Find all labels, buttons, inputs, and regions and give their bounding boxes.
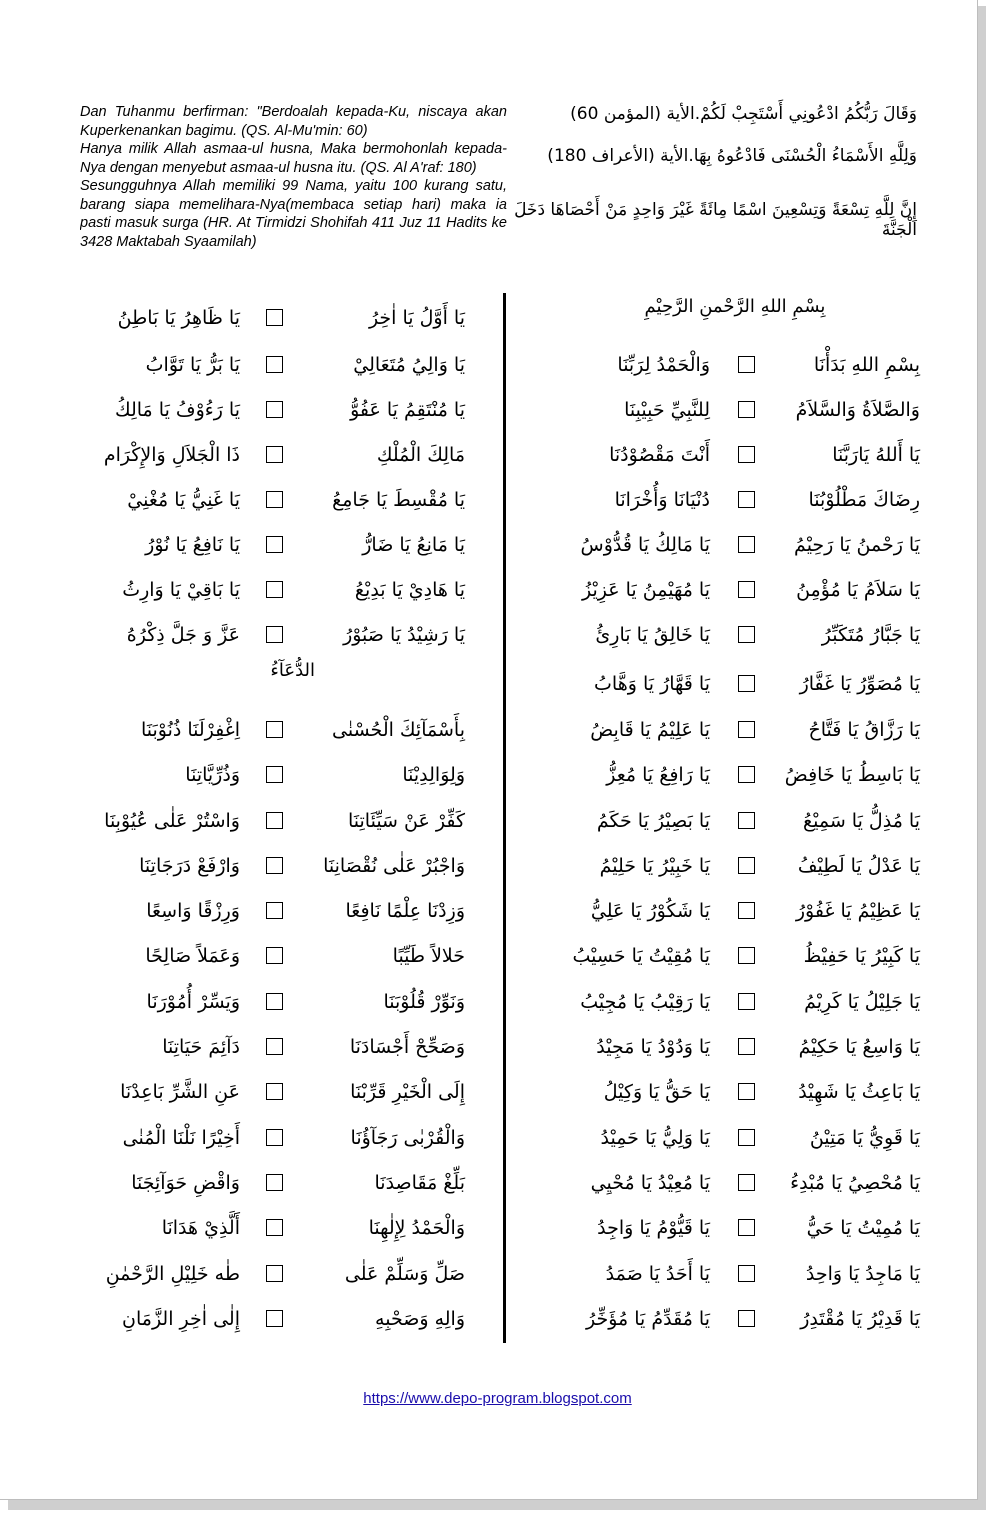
list-item (560, 1169, 925, 1199)
checkbox[interactable] (738, 536, 755, 553)
name-text-primary: بِأَسْمَآئِكَ الْحُسْنٰى (332, 719, 465, 741)
name-text-primary: وَالِهِ وَصَحْبِهِ (375, 1308, 465, 1330)
latin-paragraph-2: Hanya milik Allah asmaa-ul husna, Maka bermohonlah kepada-Nya dengan menyebut asmaa-ul husna itu. (QS. Al A'raf: 180) (80, 141, 507, 176)
name-text-primary: يَا بَاعِثُ يَا شَهِيْدُ (798, 1081, 920, 1103)
list-item (85, 531, 470, 561)
list-item (560, 897, 925, 927)
checkbox[interactable] (266, 1310, 283, 1327)
list-item (85, 1214, 470, 1244)
name-text-primary: وَالْقُرْبٰى رَجَآؤُنَا (350, 1127, 465, 1149)
name-text-primary: وَاجْبُرْ عَلٰى نُقْصَانِنَا (323, 855, 465, 877)
list-item (560, 1124, 925, 1154)
name-text-primary: يَا وَاسِعُ يَا حَكِيْمُ (798, 1036, 920, 1058)
name-text-secondary: يَا مُقِيْتُ يَا حَسِيْبُ (572, 945, 710, 967)
name-text-secondary: وَاقْضِ حَوَآئِجَنَا (131, 1172, 240, 1194)
name-text-primary: يَا عَدْلُ يَا لَطِيْفُ (797, 855, 920, 877)
list-item (560, 807, 925, 837)
name-text-primary: يَا مُحْصِيُ يَا مُبْدِءُ (790, 1172, 920, 1194)
name-text-primary: رِضَاكَ مَطْلُوْبُنَا (808, 489, 920, 511)
checkbox[interactable] (266, 1265, 283, 1282)
name-text-secondary: وَرِزْقًا وَاسِعًا (146, 900, 240, 922)
latin-translation-block (80, 103, 507, 278)
checkbox[interactable] (266, 857, 283, 874)
list-item (85, 897, 470, 927)
arabic-verse-2: وَلِلَّهِ الأَسْمَاءُ الْحُسْنَى فَادْعُوهُ بِهَا.الأية (الأعراف 180) (547, 146, 917, 166)
checkbox[interactable] (266, 536, 283, 553)
name-text-primary: صَلِّ وَسَلِّمْ عَلٰى (344, 1263, 465, 1285)
checkbox[interactable] (266, 1083, 283, 1100)
name-text-secondary: يَا وَلِيُّ يَا حَمِيْدُ (600, 1127, 710, 1149)
list-item (85, 716, 470, 746)
list-item (85, 486, 470, 516)
name-text-primary: يَا كَبِيْرُ يَا حَفِيْظُ (803, 945, 920, 967)
list-item (560, 621, 925, 651)
name-text-secondary: يَا بَصِيْرُ يَا حَكَمُ (596, 810, 710, 832)
list-item (560, 716, 925, 746)
name-text-secondary: يَا رَافِعُ يَا مُعِزُّ (606, 764, 710, 786)
name-text-secondary: يَا رَقِيْبُ يَا مُجِيْبُ (580, 991, 710, 1013)
checkbox[interactable] (738, 1310, 755, 1327)
name-text-secondary: أَنْتَ مَقْصُوْدُنَا (609, 444, 710, 466)
checkbox[interactable] (738, 721, 755, 738)
name-text-secondary: يَا نَافِعُ يَا نُوْرُ (145, 534, 240, 556)
name-text-secondary: لِلنَّبِيِّ حَبِيْبِنَا (624, 399, 710, 421)
latin-paragraph-3: Sesungguhnya Allah memiliki 99 Nama, yaitu 100 kurang satu, barang siapa memelihara-Nya(membaca setiap hari) maka ia pasti masuk surga (HR. At Tirmidzi Shohifah 411 Juz 11 Hadits ke 3428 Maktabah Syaamilah) (80, 178, 507, 250)
checkbox[interactable] (266, 356, 283, 373)
name-text-secondary: وَاسْتُرْ عَلٰى عُيُوْبِنَا (104, 810, 240, 832)
name-text-secondary: ذَا الْجَلاَلِ وَالإِكْرَام (103, 444, 240, 466)
checkbox[interactable] (266, 812, 283, 829)
name-text-primary: يَا مُمِيْتُ يَا حَيُّ (806, 1217, 920, 1239)
name-text-secondary: يَا أَحَدُ يَا صَمَدُ (605, 1263, 710, 1285)
checkbox[interactable] (266, 902, 283, 919)
name-text-secondary: يَا شَكُوْرُ يَا عَلِيُّ (590, 900, 710, 922)
list-item (85, 852, 470, 882)
checkbox[interactable] (738, 581, 755, 598)
name-text-secondary: وَيَسِّرْ أُمُوْرَنَا (146, 991, 240, 1013)
name-text-primary: يَا أَوَّلُ يَا اٰخِرُ (368, 307, 465, 329)
checkbox[interactable] (266, 1174, 283, 1191)
name-text-secondary: يَا مَالِكُ يَا قُدُّوْسُ (580, 534, 710, 556)
name-text-primary: يَا بَاسِطُ يَا خَافِضُ (784, 764, 920, 786)
list-item (85, 807, 470, 837)
name-text-secondary: يَا مُقَدِّمُ يَا مُؤَخِّرُ (585, 1308, 710, 1330)
name-text-primary: يَا رَشِيْدُ يَا صَبُوْرُ (343, 624, 465, 646)
name-text-secondary: وَالْحَمْدُ لِرَبِّنَا (617, 354, 710, 376)
list-item (560, 531, 925, 561)
checkbox[interactable] (266, 581, 283, 598)
name-text-primary: بَلِّغْ مَقَاصِدَنَا (374, 1172, 465, 1194)
list-item (560, 1078, 925, 1108)
checkbox[interactable] (738, 1174, 755, 1191)
checkbox[interactable] (738, 626, 755, 643)
checkbox[interactable] (738, 812, 755, 829)
list-item (85, 441, 470, 471)
list-item (560, 441, 925, 471)
checkbox[interactable] (738, 675, 755, 692)
list-item (85, 988, 470, 1018)
list-item (85, 1124, 470, 1154)
name-text-primary: يَا عَظِيْمُ يَا غَفُوْرُ (795, 900, 920, 922)
list-item (560, 576, 925, 606)
list-item (85, 1260, 470, 1290)
list-item (560, 1033, 925, 1063)
checkbox[interactable] (738, 993, 755, 1010)
list-item (560, 670, 925, 700)
checkbox[interactable] (738, 1038, 755, 1055)
latin-paragraph-1: Dan Tuhanmu berfirman: "Berdoalah kepada-Ku, niscaya akan Kuperkenankan bagimu. (QS. Al-Mu'min: 60) (80, 104, 507, 139)
name-text-secondary: يَا رَءُوْفُ يَا مَالِكُ (114, 399, 240, 421)
checkbox[interactable] (266, 1219, 283, 1236)
name-text-primary: وَزِدْنَا عِلْمًا نَافِعًا (345, 900, 465, 922)
list-item (85, 1169, 470, 1199)
checkbox[interactable] (266, 993, 283, 1010)
checkbox[interactable] (738, 1265, 755, 1282)
name-text-primary: يَا أَللهُ يَارَبَّنَا (832, 444, 920, 466)
name-text-secondary: وَعَمَلاً صَالِحًا (145, 945, 240, 967)
name-text-primary: يَا جَبَّارُ مُتَكَبِّرُ (821, 624, 920, 646)
list-item (85, 1033, 470, 1063)
checkbox[interactable] (738, 401, 755, 418)
name-text-secondary: اِغْفِرْلَنَا ذُنُوْبَنَا (140, 719, 240, 741)
page-shadow-bottom (8, 1500, 986, 1510)
name-text-secondary: وَذُرِّيَّاتِنَا (185, 764, 240, 786)
name-text-primary: بِسْمِ اللهِ بَدَأْنَا (813, 354, 920, 376)
checkbox[interactable] (738, 1219, 755, 1236)
name-text-secondary: يَا غَنِيُّ يَا مُغْنِيْ (127, 489, 240, 511)
name-text-primary: يَا رَحْمنُ يَا رَحِيْمُ (794, 534, 920, 556)
name-text-secondary: أَلَّذِيْ هَدَانَا (161, 1217, 240, 1239)
name-text-secondary: يَا عَلِيْمُ يَا قَابِضُ (590, 719, 710, 741)
name-text-secondary: إِلٰى اٰخِرِ الزَّمَانِ (122, 1308, 240, 1330)
name-text-secondary: يَا مُعِيْدُ يَا مُحْيِي (590, 1172, 710, 1194)
name-text-primary: وَلِوَالِدِيْنَا (402, 764, 465, 786)
list-item (560, 486, 925, 516)
checkbox[interactable] (738, 446, 755, 463)
name-text-primary: يَا هَادِيْ يَا بَدِيْعُ (354, 579, 465, 601)
name-text-secondary: يَا بَاقِيْ يَا وَارِثُ (122, 579, 240, 601)
name-text-primary: يَا وَالِيُ مُتَعَالِيْ (353, 354, 465, 376)
name-text-secondary: يَا ظَاهِرُ يَا بَاطِنُ (117, 307, 240, 329)
name-text-secondary: عَزَّ وَ جَلَّ ذِكْرُهُ (126, 624, 240, 646)
list-item (560, 852, 925, 882)
name-text-secondary: يَا حَقُّ يَا وَكِيْلُ (603, 1081, 710, 1103)
list-item (85, 621, 470, 651)
list-item (560, 396, 925, 426)
name-text-primary: يَا جَلِيْلُ يَا كَرِيْمُ (804, 991, 920, 1013)
list-item (85, 761, 470, 791)
name-text-secondary: دَآئِمَ حَيَاتِنَا (162, 1036, 240, 1058)
list-item (560, 942, 925, 972)
name-text-secondary: يَا خَبِيْرُ يَا حَلِيْمُ (599, 855, 710, 877)
column-divider (503, 293, 506, 1343)
name-text-secondary: وَارْفَعْ دَرَجَاتِنَا (139, 855, 240, 877)
name-text-primary: يَا قَدِيْرُ يَا مُقْتَدِرُ (800, 1308, 920, 1330)
name-text-secondary: عَنِ الشَّرِّ بَاعِدْنَا (120, 1081, 240, 1103)
name-text-primary: يَا قَوِيُّ يَا مَتِيْنُ (809, 1127, 920, 1149)
checkbox[interactable] (738, 902, 755, 919)
checkbox[interactable] (266, 721, 283, 738)
name-text-primary: وَصَحِّحْ أَجْسَادَنَا (349, 1036, 465, 1058)
name-text-secondary: طٰه خَلِيْلِ الرَّحْمٰنِ (105, 1263, 240, 1285)
list-item (85, 396, 470, 426)
checkbox[interactable] (266, 491, 283, 508)
name-text-primary: وَنَوِّرْ قُلُوْبَنَا (383, 991, 465, 1013)
checkbox[interactable] (266, 1038, 283, 1055)
basmala-heading: بِسْمِ اللهِ الرَّحْمنِ الرَّحِيْمِ (644, 296, 826, 317)
name-text-primary: يَا مُصَوِّرُ يَا غَفَّارُ (799, 673, 920, 695)
name-text-primary: وَالصَّلاَةُ وَالسَّلاَمُ (795, 399, 920, 421)
footer-link[interactable]: https://www.depo-program.blogspot.com (363, 1390, 632, 1407)
list-item (560, 1260, 925, 1290)
checkbox[interactable] (738, 1083, 755, 1100)
list-item (560, 351, 925, 381)
arabic-verse-1: وَقَالَ رَبُّكُمُ ادْعُونِي أَسْتَجِبْ لَكُمْ.الأية (المؤمن 60) (570, 104, 917, 124)
list-item (560, 1214, 925, 1244)
name-text-secondary: يَا وَدُوْدُ يَا مَجِيْدُ (596, 1036, 710, 1058)
name-text-secondary: يَا قَهَّارُ يَا وَهَّابُ (594, 673, 710, 695)
name-text-secondary: يَا مُهَيْمِنُ يَا عَزِيْزُ (582, 579, 710, 601)
arabic-hadith: إِنَّ لِلَّهِ تِسْعَةً وَتِسْعِينَ اسْمًا مِائَةً غَيْرَ وَاحِدٍ مَنْ أَحْصَاهَا دَخَلَ الْجَنَّةَ (514, 200, 917, 240)
name-text-primary: يَا مَانِعُ يَا ضَارُّ (362, 534, 465, 556)
checkbox[interactable] (266, 766, 283, 783)
name-text-primary: يَا رَزَّاقُ يَا فَتَّاحُ (808, 719, 920, 741)
doa-label: الدُّعَآءُ (270, 660, 315, 681)
name-text-primary: إِلَى الْخَيْرِ قَرِّبْنَا (350, 1081, 465, 1103)
name-text-secondary: يَا خَالِقُ يَا بَارِئُ (595, 624, 710, 646)
list-item (85, 1078, 470, 1108)
name-text-secondary: أَخِيْرًا نَلْنَا الْمُنٰى (122, 1127, 240, 1149)
checkbox[interactable] (266, 446, 283, 463)
checkbox[interactable] (266, 947, 283, 964)
checkbox[interactable] (266, 309, 283, 326)
checkbox[interactable] (266, 401, 283, 418)
name-text-primary: وَالْحَمْدُ لِإِلٰهِنَا (368, 1217, 465, 1239)
checkbox[interactable] (738, 766, 755, 783)
checkbox[interactable] (738, 491, 755, 508)
name-text-primary: يَا مَاجِدُ يَا وَاحِدُ (805, 1263, 920, 1285)
list-item (85, 576, 470, 606)
list-item (85, 1305, 470, 1335)
list-item (560, 988, 925, 1018)
name-text-primary: يَا مُقْسِطَ يَا جَامِعُ (332, 489, 465, 511)
list-item (85, 942, 470, 972)
name-text-primary: يَا مُذِلُّ يَا سَمِيْعُ (803, 810, 920, 832)
name-text-secondary: يَا قَيُّوْمُ يَا وَاجِدُ (597, 1217, 710, 1239)
name-text-secondary: دُنْيَانَا وَأُخْرَانَا (614, 489, 710, 511)
page-shadow-right (978, 6, 986, 1506)
list-item (560, 761, 925, 791)
checkbox[interactable] (266, 1129, 283, 1146)
list-item (85, 351, 470, 381)
name-text-primary: يَا سَلاَمُ يَا مُؤْمِنُ (796, 579, 920, 601)
list-item (85, 304, 470, 334)
name-text-secondary: يَا بَرُّ يَا تَوَّابُ (145, 354, 240, 376)
checkbox[interactable] (738, 356, 755, 373)
name-text-primary: يَا مُنْتَقِمُ يَا عَفُوُّ (350, 399, 465, 421)
list-item (560, 1305, 925, 1335)
name-text-primary: مَالِكَ الْمُلْكِ (376, 444, 465, 466)
checkbox[interactable] (738, 1129, 755, 1146)
name-text-primary: حَلالاً طَيِّبًا (392, 945, 465, 967)
checkbox[interactable] (738, 947, 755, 964)
checkbox[interactable] (738, 857, 755, 874)
checkbox[interactable] (266, 626, 283, 643)
name-text-primary: كَفِّرْ عَنْ سَيِّئَاتِنَا (347, 810, 465, 832)
